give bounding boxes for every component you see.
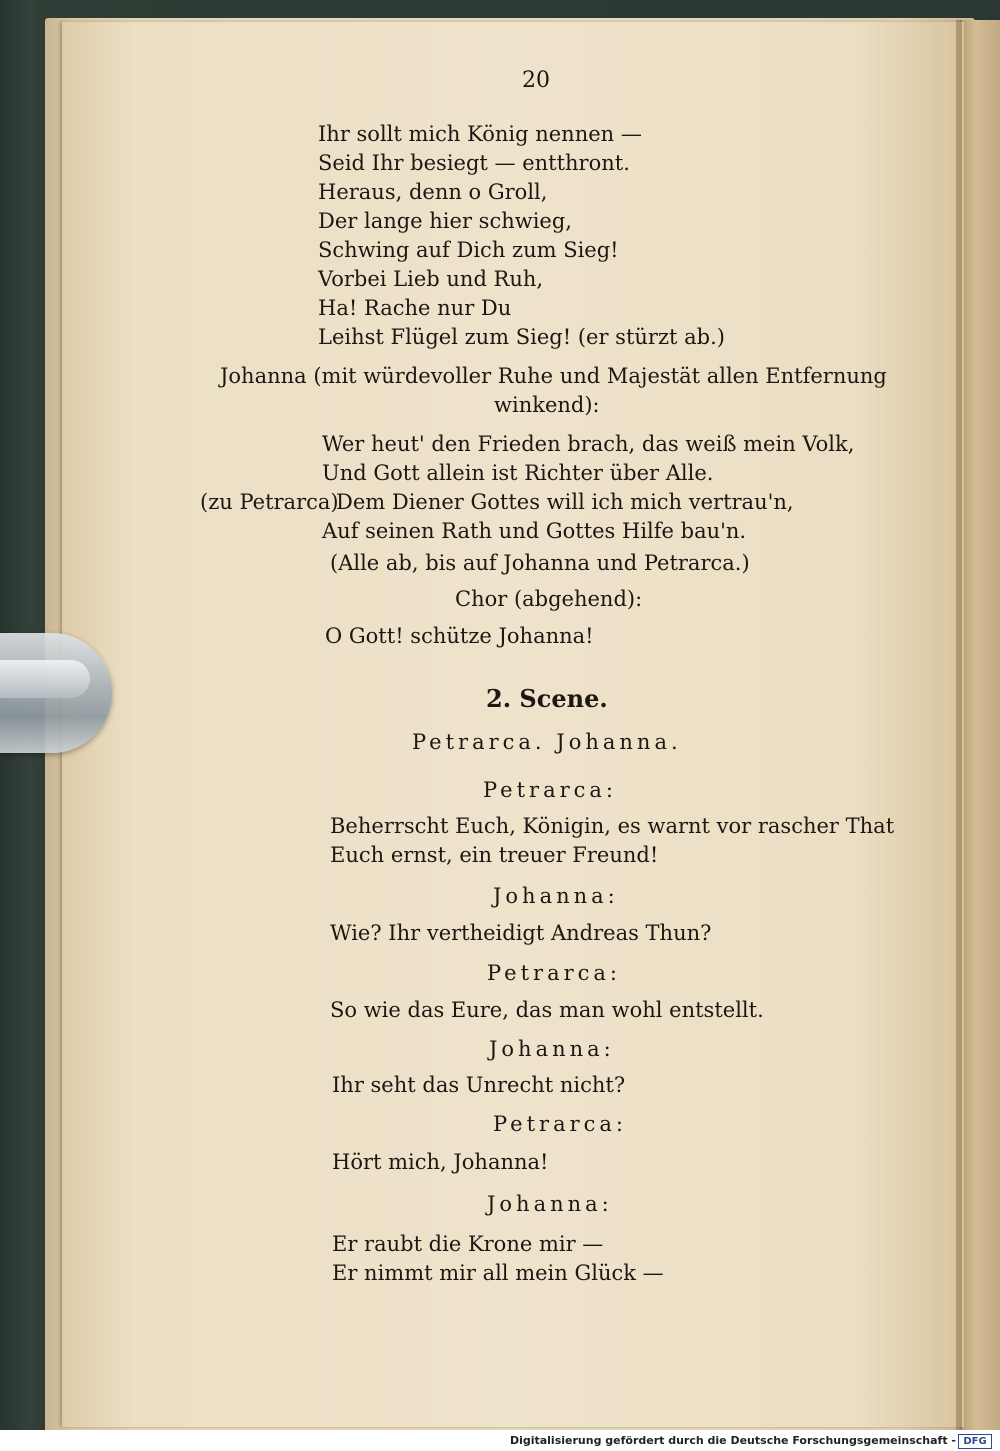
- stage-direction-johanna: Johanna (mit würdevoller Ruhe und Majestät allen Entfernung: [220, 364, 887, 388]
- speaker-name: Petrarca:: [493, 1112, 628, 1136]
- speaker-chor: Chor (abgehend):: [455, 587, 643, 611]
- verse-line: Schwing auf Dich zum Sieg!: [318, 238, 619, 262]
- verse-line: Heraus, denn o Groll,: [318, 180, 548, 204]
- verse-line: Vorbei Lieb und Ruh,: [318, 267, 544, 291]
- speaker-name: Petrarca:: [487, 961, 622, 985]
- verse-line: Der lange hier schwieg,: [318, 209, 572, 233]
- dialogue-line: Beherrscht Euch, Königin, es warnt vor rascher That: [330, 814, 895, 838]
- speaker-name: Johanna:: [489, 1037, 615, 1061]
- verse-line: Auf seinen Rath und Gottes Hilfe bau'n.: [322, 519, 747, 543]
- scene-persons: Petrarca. Johanna.: [412, 730, 682, 754]
- footer-credit: Digitalisierung gefördert durch die Deutsche Forschungsgemeinschaft -: [509, 1434, 956, 1447]
- verse-line: Ihr sollt mich König nennen —: [318, 122, 642, 146]
- dialogue-line: Er raubt die Krone mir —: [332, 1232, 604, 1256]
- stage-direction-aside: (zu Petrarca): [200, 490, 339, 514]
- verse-line: Ha! Rache nur Du: [318, 296, 512, 320]
- speaker-name: Johanna:: [487, 1192, 613, 1216]
- facing-page-edge: [960, 20, 1000, 1430]
- dialogue-line: Er nimmt mir all mein Glück —: [332, 1261, 664, 1285]
- verse-line: Dem Diener Gottes will ich mich vertrau'n,: [336, 490, 794, 514]
- dialogue-line: So wie das Eure, das man wohl entstellt.: [330, 998, 764, 1022]
- gutter-shadow: [956, 20, 962, 1430]
- speaker-name: Johanna:: [493, 884, 619, 908]
- stage-direction-johanna-cont: winkend):: [494, 393, 600, 417]
- dialogue-line: Wie? Ihr vertheidigt Andreas Thun?: [330, 921, 712, 945]
- dialogue-line: Hört mich, Johanna!: [332, 1150, 549, 1174]
- verse-line: O Gott! schütze Johanna!: [325, 624, 594, 648]
- page-number: 20: [522, 68, 550, 93]
- verse-line: Seid Ihr besiegt — entthront.: [318, 151, 630, 175]
- verse-line: Wer heut' den Frieden brach, das weiß mein Volk,: [322, 432, 855, 456]
- verse-line: Leihst Flügel zum Sieg! (er stürzt ab.): [318, 325, 725, 349]
- dfg-logo: DFG: [958, 1434, 992, 1449]
- stage-direction-exit: (Alle ab, bis auf Johanna und Petrarca.): [330, 551, 750, 575]
- speaker-name: Petrarca:: [483, 778, 618, 802]
- dialogue-line: Ihr seht das Unrecht nicht?: [332, 1073, 626, 1097]
- dialogue-line: Euch ernst, ein treuer Freund!: [330, 843, 659, 867]
- verse-line: Und Gott allein ist Richter über Alle.: [322, 461, 714, 485]
- page-clip-highlight: [0, 660, 90, 698]
- scene-title: 2. Scene.: [486, 684, 608, 713]
